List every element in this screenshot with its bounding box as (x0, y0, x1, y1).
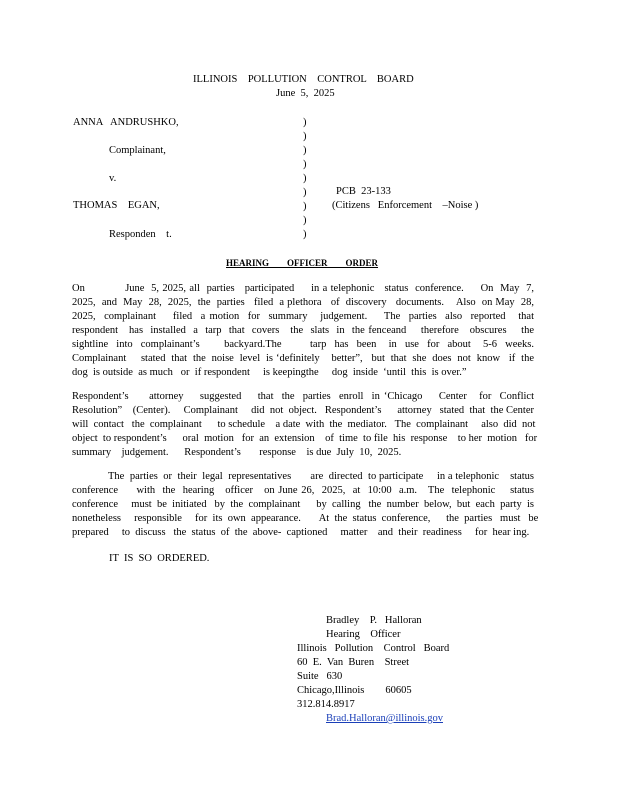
closing-statement: IT IS SO ORDERED. (109, 553, 210, 564)
bracket: ) (303, 187, 307, 198)
bracket: ) (303, 229, 307, 240)
signer-phone: 312.814.8917 (297, 699, 355, 710)
bracket: ) (303, 159, 307, 170)
bracket: ) (303, 201, 307, 212)
paragraph-line: conference with the hearing officer on June 26, 2025, at 10:00 a.m. The telephonic status (72, 485, 534, 496)
bracket: ) (303, 215, 307, 226)
signer-name: Bradley P. Halloran (326, 615, 422, 626)
order-date: June 5, 2025 (276, 88, 335, 99)
paragraph-line: conference must be initiated by the complainant by calling the number below, but each party is (72, 499, 534, 510)
bracket: ) (303, 173, 307, 184)
signer-email-link[interactable]: Brad.Halloran@illinois.gov (326, 713, 443, 724)
paragraph-line: nonetheless responsible for its own appearance. At the status conference, the parties must be (72, 513, 539, 524)
paragraph-line: Resolution” (Center). Complainant did not object. Respondent’s attorney stated that the Center (72, 405, 534, 416)
respondent-role: Responden t. (109, 229, 172, 240)
paragraph-mediation (72, 390, 538, 460)
bracket: ) (303, 117, 307, 128)
paragraph-next-conference (72, 470, 539, 540)
case-number: PCB 23-133 (336, 186, 391, 197)
paragraph-line: The parties or their legal representatives are directed to participate in a telephonic status (108, 471, 534, 482)
signer-agency: Illinois Pollution Control Board (297, 643, 450, 654)
signer-title: Hearing Officer (326, 629, 401, 640)
paragraph-line: Respondent’s attorney suggested that the parties enroll in ‘Chicago Center for Conflict (72, 391, 534, 402)
signer-city: Chicago,Illinois 60605 (297, 685, 412, 696)
paragraph-line: On June 5, 2025, all parties participated in a telephonic status conference. On May 7, (72, 283, 534, 294)
bracket: ) (303, 131, 307, 142)
document-title: HEARING OFFICER ORDER (226, 258, 379, 268)
paragraph-line: 2025, and May 28, 2025, the parties filed a plethora of discovery documents. Also on May 28, (72, 297, 534, 308)
respondent-name: THOMAS EGAN, (73, 200, 160, 211)
paragraph-line: will contact the complainant to schedule a date with the mediator. The complainant also did not (72, 419, 536, 430)
paragraph-line: respondent has installed a tarp that covers the slats in the fenceand therefore obscures the (72, 325, 534, 336)
complainant-role: Complainant, (109, 145, 166, 156)
bracket: ) (303, 145, 307, 156)
case-type: (Citizens Enforcement –Noise ) (332, 200, 479, 211)
versus-label: v. (109, 173, 117, 184)
paragraph-line: object to respondent’s oral motion for an extension of time to file his response to her motion for (72, 433, 538, 444)
paragraph-line: Complainant stated that the noise level is ‘definitely better”, but that she does not know if the (72, 353, 534, 364)
signer-street: 60 E. Van Buren Street (297, 657, 410, 668)
signer-suite: Suite 630 (297, 671, 343, 682)
paragraph-line: prepared to discuss the status of the above- captioned matter and their readiness for hear ing. (72, 527, 530, 538)
paragraph-line: summary judgement. Respondent’s response is due July 10, 2025. (72, 447, 402, 458)
paragraph-line: 2025, complainant filed a motion for summary judgement. The parties also reported that (72, 311, 534, 322)
paragraph-line: dog is outside as much or if respondent is keepingthe dog inside ‘until this is over.” (72, 367, 467, 378)
agency-heading: ILLINOIS POLLUTION CONTROL BOARD (193, 74, 414, 85)
paragraph-status-update (72, 282, 534, 380)
complainant-name: ANNA ANDRUSHKO, (73, 117, 179, 128)
paragraph-line: sightline into complainant’s backyard.The tarp has been in use for about 5-6 weeks. (72, 339, 534, 350)
